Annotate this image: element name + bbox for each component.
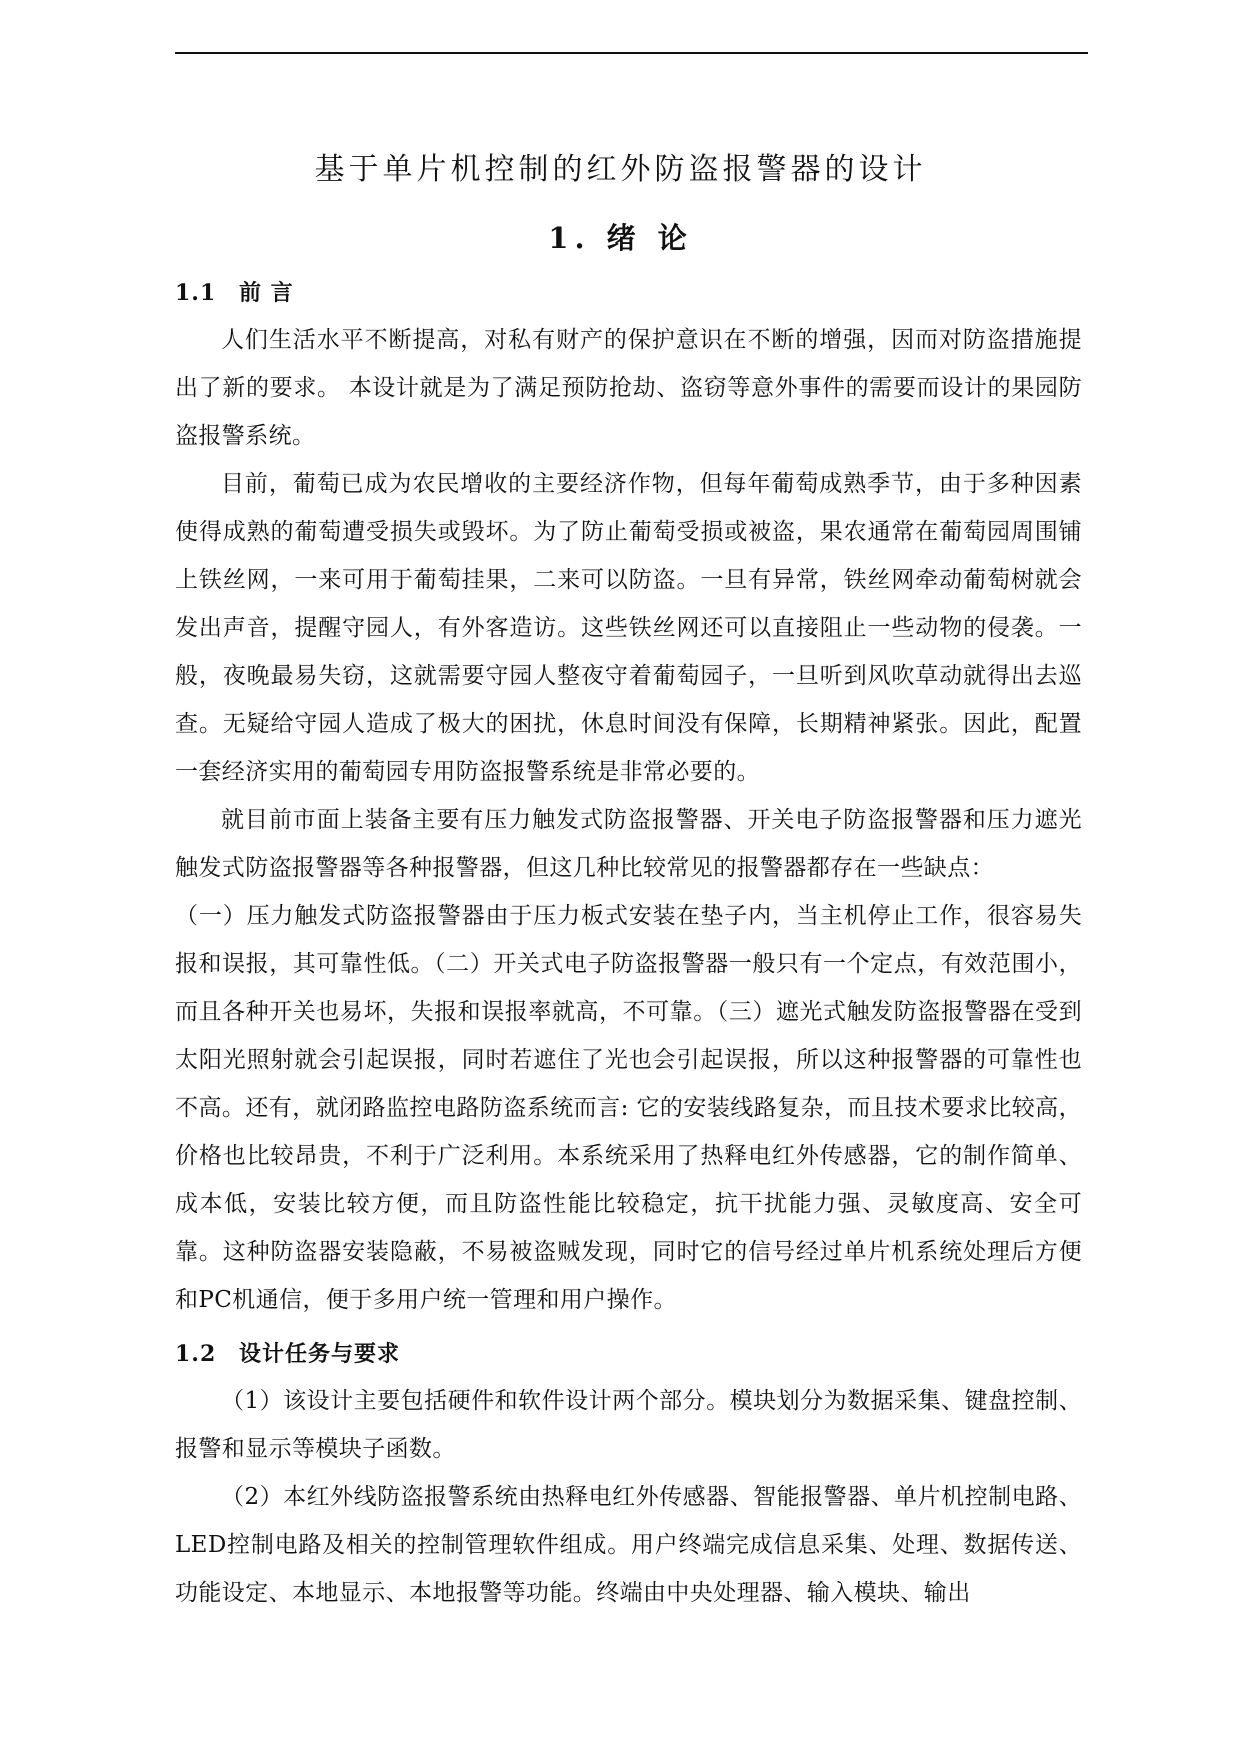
paragraph: 目前，葡萄已成为农民增收的主要经济作物，但每年葡萄成熟季节，由于多种因素使得成熟的葡萄遭受损失或毁坏。为了防止葡萄受损或被盗，果农通常在葡萄园周围铺上铁丝网，一来可用于葡萄挂果，二来可以防盗。一旦有异常，铁丝网牵动葡萄树就会发出声音，提醒守园人，有外客造访。这些铁丝网还可以直接阻止一些动物的侵袭。一般，夜晚最易失窃，这就需要守园人整夜守着葡萄园子，一旦听到风吹草动就得出去巡查。无疑给守园人造成了极大的困扰，休息时间没有保障，长期精神紧张。因此，配置一套经济实用的葡萄园专用防盗报警系统是非常必要的。 [175, 471, 1082, 785]
document-title: 基于单片机控制的红外防盗报警器的设计 [314, 152, 927, 187]
paragraph: （一）压力触发式防盗报警器由于压力板式安装在垫子内，当主机停止工作，很容易失报和误报，其可靠性低。（二）开关式电子防盗报警器一般只有一个定点，有效范围小，而且各种开关也易坏，失报和误报率就高，不可靠。（三）遮光式触发防盗报警器在受到太阳光照射就会引起误报，同时若遮住了光也会引起误报，所以这种报警器的可靠性也不高。还有，就闭路监控电路防盗系统而言: 它的安装线路复杂，而且技术要求比较高，价格也比较昂贵，不利于广泛利用。本系统采用了热释电红外传感器，它的制作简单、成本低，安装比较方便，而且防盗性能比较稳定，抗干扰能力强、灵敏度高、安全可靠。这种防盗器安装隐蔽，不易被盗贼发现，同时它的信号经过单片机系统处理后方便和PC机通信，便于多用户统一管理和用户操作。 [175, 903, 1082, 1313]
section-title: 设计任务与要求 [239, 1341, 401, 1367]
chapter-heading: 1. 绪 论 [548, 221, 693, 255]
paragraph: （2）本红外线防盗报警系统由热释电红外传感器、智能报警器、单片机控制电路、LED控制电路及相关的控制管理软件组成。用户终端完成信息采集、处理、数据传送、功能设定、本地显示、本地报警等功能。终端由中央处理器、输入模块、输出 [175, 1484, 1082, 1606]
paragraph: （1）该设计主要包括硬件和软件设计两个部分。模块划分为数据采集、键盘控制、报警和显示等模块子函数。 [175, 1388, 1082, 1462]
section-heading-1-1 [175, 277, 294, 309]
section-number: 1.2 [175, 1341, 217, 1367]
section-heading-1-2 [175, 1338, 400, 1370]
paragraph: 人们生活水平不断提高，对私有财产的保护意识在不断的增强，因而对防盗措施提出了新的要求。 本设计就是为了满足预防抢劫、盗窃等意外事件的需要而设计的果园防盗报警系统。 [175, 327, 1082, 449]
paragraph: 就目前市面上装备主要有压力触发式防盗报警器、开关电子防盗报警器和压力遮光触发式防盗报警器等各种报警器，但这几种比较常见的报警器都存在一些缺点： [175, 807, 1082, 881]
header-rule [175, 52, 1088, 54]
section-number: 1.1 [175, 280, 217, 306]
section-title: 前 言 [239, 280, 294, 306]
